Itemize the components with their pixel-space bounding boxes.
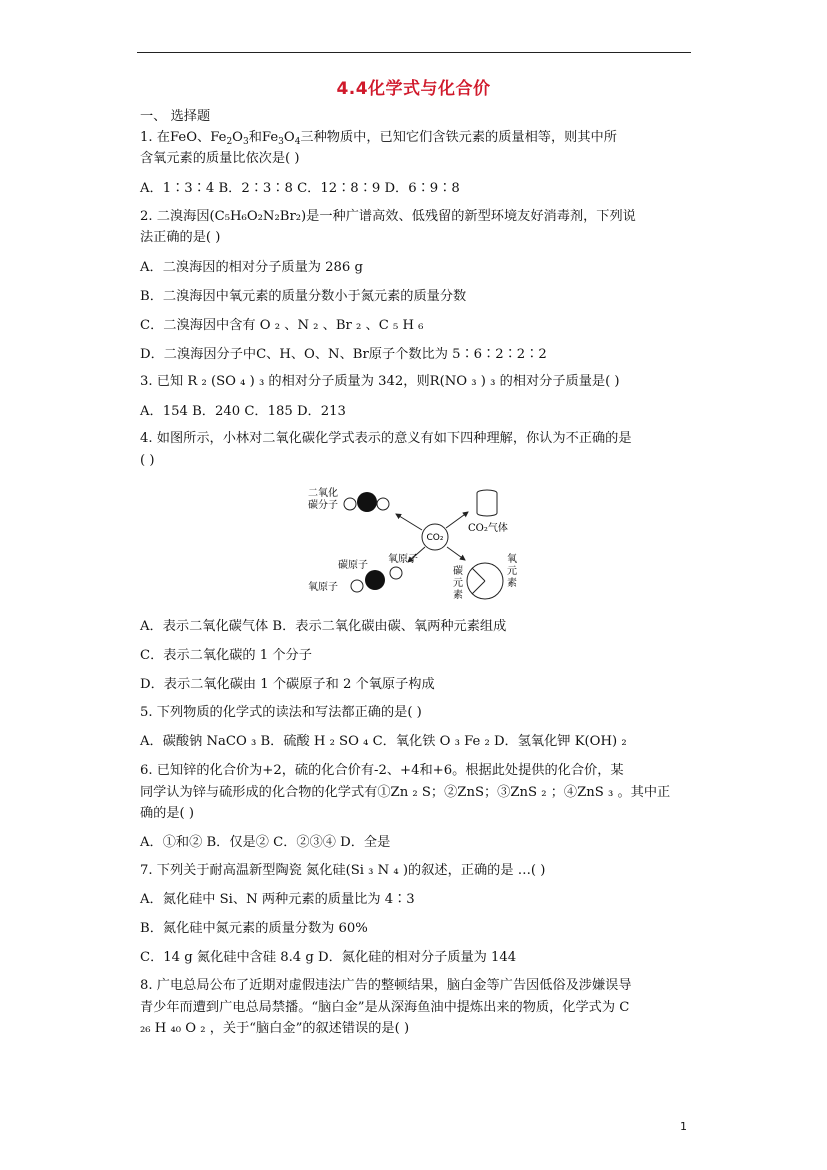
header-rule bbox=[137, 52, 691, 53]
carbon-atom bbox=[357, 492, 377, 512]
page-number: 1 bbox=[680, 1120, 687, 1133]
q2-stem-cont: 法正确的是( ) bbox=[140, 230, 221, 245]
q7-option-b: B．氮化硅中氮元素的质量分数为 60% bbox=[140, 921, 368, 936]
element-label-oxygen-1: 氧 bbox=[507, 554, 517, 565]
q8-stem: 8. 广电总局公布了近期对虚假违法广告的整顿结果，脑白金等广告因低俗及涉嫌误导 bbox=[140, 978, 632, 993]
q7-stem: 7. 下列关于耐高温新型陶瓷 氮化硅(Si ₃ N ₄ )的叙述，正确的是 …( ) bbox=[140, 863, 546, 878]
q1-stem: 1. 在FeO、$Fe_2O_3$和$Fe_3O_4$三种物质中，已知它们含铁元素的质量相等，则其中所 bbox=[140, 130, 617, 147]
q1-options: A．1∶3∶4 B．2∶3∶8 C．12∶8∶9 D．6∶9∶8 bbox=[140, 181, 460, 196]
oxygen-atom-right bbox=[377, 498, 389, 510]
q1-stem-cont: 含氧元素的质量比依次是( ) bbox=[140, 151, 300, 166]
q6-stem: 6. 已知锌的化合价为+2，硫的化合价有-2、+4和+6。根据此处提供的化合价，某 bbox=[140, 763, 624, 778]
carbon-atom-large bbox=[365, 570, 385, 590]
q6-stem-cont2: 确的是( ) bbox=[140, 806, 195, 821]
element-label-carbon-3: 素 bbox=[453, 590, 463, 601]
q2-option-d: D．二溴海因分子中C、H、O、N、Br原子个数比为 5∶6∶2∶2∶2 bbox=[140, 347, 547, 362]
arrow-to-gas bbox=[446, 512, 468, 528]
atom-label-carbon: 碳原子 bbox=[338, 560, 368, 571]
q2-option-c: C．二溴海因中含有 O ₂ 、N ₂ 、Br ₂ 、C ₅ H ₆ bbox=[140, 318, 424, 333]
q2-stem: 2. 二溴海因(C₅H₆O₂N₂Br₂)是一种广谱高效、低残留的新型环境友好消毒剂，下列说 bbox=[140, 209, 636, 224]
co2-center-label: CO₂ bbox=[426, 533, 444, 543]
q3-options: A．154 B．240 C．185 D．213 bbox=[140, 404, 346, 419]
q4-stem: 4. 如图所示，小林对二氧化碳化学式表示的意义有如下四种理解，你认为不正确的是 bbox=[140, 431, 632, 446]
q8-stem-cont: 青少年而遭到广电总局禁播。“脑白金”是从深海鱼油中提炼出来的物质，化学式为 C bbox=[140, 1000, 630, 1015]
q4-option-ab: A．表示二氧化碳气体 B．表示二氧化碳由碳、氧两种元素组成 bbox=[140, 619, 507, 634]
oxygen-atom-bottom bbox=[351, 580, 363, 592]
page-title: 4.4化学式与化合价 bbox=[336, 79, 491, 99]
q4-stem-cont: ( ) bbox=[140, 453, 155, 468]
q6-options: A．①和② B．仅是② C．②③④ D．全是 bbox=[140, 835, 391, 850]
oxygen-atom-small bbox=[390, 567, 402, 579]
q7-option-cd: C．14 g 氮化硅中含硅 8.4 g D．氮化硅的相对分子质量为 144 bbox=[140, 950, 517, 965]
arrow-to-elements bbox=[447, 547, 465, 560]
gas-cylinder-body bbox=[477, 493, 497, 516]
q5-stem: 5. 下列物质的化学式的读法和写法都正确的是( ) bbox=[140, 705, 422, 720]
section-heading: 一、 选择题 bbox=[140, 109, 211, 124]
q6-stem-cont: 同学认为锌与硫形成的化合物的化学式有①Zn ₂ S；②ZnS；③ZnS ₂ ；④ZnS ₃ 。其中正 bbox=[140, 785, 671, 800]
q2-option-b: B．二溴海因中氧元素的质量分数小于氮元素的质量分数 bbox=[140, 289, 467, 304]
oxygen-atom-left bbox=[344, 498, 356, 510]
q2-option-a: A．二溴海因的相对分子质量为 286 g bbox=[140, 260, 363, 275]
atom-label-oxygen-top: 氧原子 bbox=[388, 554, 418, 565]
atom-label-oxygen-bottom: 氧原子 bbox=[308, 582, 338, 593]
molecule-label-2: 碳分子 bbox=[308, 500, 338, 511]
element-label-oxygen-2: 元 bbox=[507, 566, 517, 577]
gas-label: CO₂气体 bbox=[468, 523, 508, 534]
q5-options: A．碳酸钠 NaCO ₃ B．硫酸 H ₂ SO ₄ C．氧化铁 O ₃ Fe ₂ D．氢氧化钾 K(OH) ₂ bbox=[140, 734, 627, 749]
q3-stem: 3. 已知 R ₂ (SO ₄ ) ₃ 的相对分子质量为 342，则R(NO ₃ ) ₃ 的相对分子质量是( ) bbox=[140, 374, 620, 389]
q7-option-a: A．氮化硅中 Si、N 两种元素的质量比为 4∶3 bbox=[140, 892, 415, 907]
element-label-oxygen-3: 素 bbox=[507, 578, 517, 589]
q8-stem-cont2: ₂₆ H ₄₀ O ₂ ，关于“脑白金”的叙述错误的是( ) bbox=[140, 1021, 410, 1036]
q4-option-d: D．表示二氧化碳由 1 个碳原子和 2 个氧原子构成 bbox=[140, 677, 435, 692]
co2-meaning-diagram bbox=[300, 484, 530, 604]
q4-option-c: C．表示二氧化碳的 1 个分子 bbox=[140, 648, 312, 663]
element-label-carbon-1: 碳 bbox=[453, 566, 463, 577]
molecule-label-1: 二氧化 bbox=[308, 488, 338, 499]
arrow-to-molecule bbox=[396, 514, 422, 530]
element-label-carbon-2: 元 bbox=[453, 578, 463, 589]
